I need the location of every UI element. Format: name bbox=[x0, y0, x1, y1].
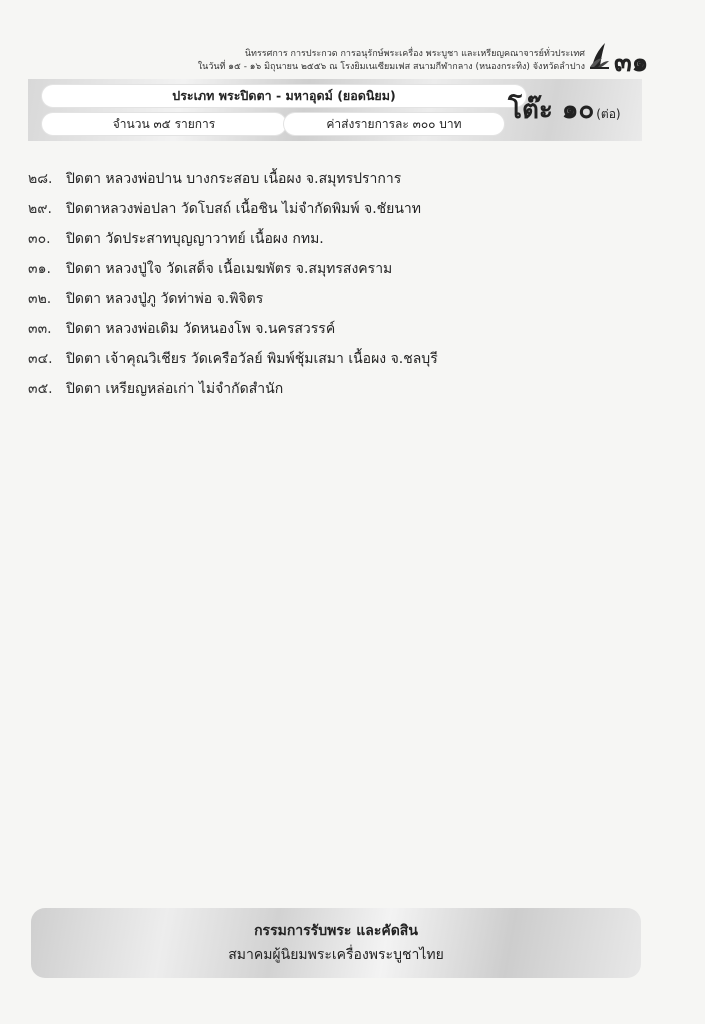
event-date-venue: ในวันที่ ๑๕ - ๑๖ มิถุนายน ๒๕๕๖ ณ โรงยิมเนเซียมเฟส สนามกีฬากลาง (หนองกระทิง) จังหวัดลำปาง bbox=[197, 62, 585, 72]
event-title: นิทรรศการ การประกวด การอนุรักษ์พระเครื่อง พระบูชา และเหรียญคณาจารย์ทั่วประเทศ bbox=[244, 49, 585, 59]
entry-fee: ค่าส่งรายการละ ๓๐๐ บาท bbox=[284, 113, 504, 135]
entry-text: ปิดตา หลวงปู่ภู วัดท่าพ่อ จ.พิจิตร bbox=[66, 291, 264, 307]
entry-count: จำนวน ๓๕ รายการ bbox=[42, 113, 286, 135]
entry-number: ๒๙. bbox=[28, 201, 52, 217]
entry-number: ๓๐. bbox=[28, 231, 51, 247]
entry-number: ๓๓. bbox=[28, 321, 52, 337]
entry-text: ปิดตาหลวงพ่อปลา วัดโบสถ์ เนื้อชิน ไม่จำกัดพิมพ์ จ.ชัยนาท bbox=[66, 201, 422, 217]
list-item bbox=[28, 378, 648, 408]
entry-number: ๓๒. bbox=[28, 291, 52, 307]
committee-title: กรรมการรับพระ และคัดสิน bbox=[254, 923, 418, 939]
table-number bbox=[508, 89, 638, 130]
entry-text: ปิดตา เหรียญหล่อเก่า ไม่จำกัดสำนัก bbox=[66, 381, 284, 397]
list-item bbox=[28, 348, 648, 378]
category-banner bbox=[28, 79, 642, 141]
page-number: ๓๑ bbox=[614, 48, 649, 78]
table-continued-label: (ต่อ) bbox=[596, 107, 621, 121]
list-item bbox=[28, 198, 648, 228]
list-item bbox=[28, 228, 648, 258]
entry-list bbox=[28, 168, 648, 408]
footer-banner bbox=[31, 908, 641, 978]
list-item bbox=[28, 168, 648, 198]
table-number-text: โต๊ะ ๑๐ bbox=[508, 95, 595, 125]
entry-text: ปิดตา เจ้าคุณวิเชียร วัดเครือวัลย์ พิมพ์ชุ้มเสมา เนื้อผง จ.ชลบุรี bbox=[66, 351, 438, 367]
entry-number: ๓๕. bbox=[28, 381, 53, 397]
entry-number: ๒๘. bbox=[28, 171, 53, 187]
list-item bbox=[28, 258, 648, 288]
list-item bbox=[28, 288, 648, 318]
entry-number: ๓๔. bbox=[28, 351, 53, 367]
page-header bbox=[0, 40, 705, 80]
entry-text: ปิดตา วัดประสาทบุญญาวาทย์ เนื้อผง กทม. bbox=[66, 231, 324, 247]
entry-text: ปิดตา หลวงพ่อปาน บางกระสอบ เนื้อผง จ.สมุทรปราการ bbox=[66, 171, 402, 187]
category-title: ประเภท พระปิดตา - มหาอุดม์ (ยอดนิยม) bbox=[42, 85, 526, 107]
association-logo-icon bbox=[588, 40, 610, 70]
organization-name: สมาคมผู้นิยมพระเครื่องพระบูชาไทย bbox=[228, 947, 444, 963]
entry-text: ปิดตา หลวงปู่ใจ วัดเสด็จ เนื้อเมฆพัตร จ.สมุทรสงคราม bbox=[66, 261, 393, 277]
entry-text: ปิดตา หลวงพ่อเดิม วัดหนองโพ จ.นครสวรรค์ bbox=[66, 321, 336, 337]
list-item bbox=[28, 318, 648, 348]
entry-number: ๓๑. bbox=[28, 261, 51, 277]
